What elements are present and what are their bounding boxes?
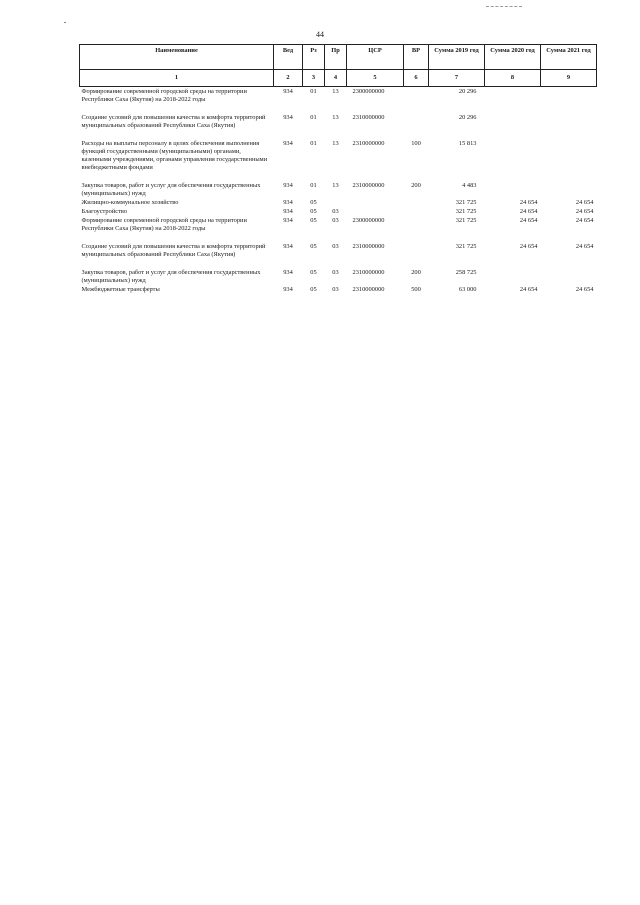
row-sum-2021	[541, 87, 597, 105]
row-csr: 2310000000	[352, 286, 385, 293]
row-sum-2020	[485, 139, 541, 172]
row-rz: 01	[310, 88, 317, 95]
row-name: Формирование современной городской среды на территории Республики Саха (Якутия) на 2018-2022 годы	[81, 88, 247, 103]
row-csr: 2310000000	[352, 269, 385, 276]
row-name: Закупка товаров, работ и услуг для обеспечения государственных (муниципальных) нужд	[81, 182, 261, 197]
scan-mark	[486, 6, 522, 7]
row-rz: 05	[310, 243, 317, 250]
row-csr: 2310000000	[352, 140, 385, 147]
table-row	[80, 285, 597, 294]
row-ved: 934	[283, 286, 293, 293]
row-sum-2020	[485, 268, 541, 285]
row-ved: 934	[283, 140, 293, 147]
row-rz: 05	[310, 286, 317, 293]
row-pr: 03	[332, 243, 339, 250]
row-csr: 2300000000	[352, 88, 385, 95]
header-name: Наименование	[80, 45, 274, 70]
column-number: 2	[274, 70, 303, 87]
row-rz: 05	[310, 217, 317, 224]
row-sum-2019: 20 296	[458, 88, 477, 95]
row-sum-2021	[541, 181, 597, 198]
column-number: 9	[541, 70, 597, 87]
row-sum-2019: 321 725	[455, 199, 477, 206]
row-pr: 13	[332, 114, 339, 121]
row-sum-2020	[485, 113, 541, 130]
header-ved: Вед	[274, 45, 303, 70]
row-sum-2020	[485, 87, 541, 105]
column-number: 4	[325, 70, 347, 87]
row-ved: 934	[283, 88, 293, 95]
row-sum-2021: 24 654	[575, 208, 594, 215]
table-row	[80, 242, 597, 259]
header-sum-2019: Сумма 2019 год	[429, 45, 485, 70]
row-csr: 2310000000	[352, 243, 385, 250]
row-sum-2019: 20 296	[458, 114, 477, 121]
row-vr	[404, 87, 429, 105]
column-number: 8	[485, 70, 541, 87]
row-csr: 2310000000	[352, 182, 385, 189]
row-sum-2019: 321 725	[455, 243, 477, 250]
table-row	[80, 207, 597, 216]
row-pr: 13	[332, 140, 339, 147]
row-csr	[347, 198, 404, 207]
row-sum-2019: 258 725	[455, 269, 477, 276]
row-pr: 03	[332, 286, 339, 293]
row-csr: 2300000000	[352, 217, 385, 224]
column-number: 7	[429, 70, 485, 87]
table-header-row	[80, 45, 597, 70]
row-vr	[404, 242, 429, 259]
row-sum-2019: 4 483	[462, 182, 477, 189]
row-vr	[404, 113, 429, 130]
row-csr	[347, 207, 404, 216]
page-number: 44	[316, 30, 324, 39]
row-rz: 01	[310, 182, 317, 189]
row-sum-2020	[485, 181, 541, 198]
table-row	[80, 216, 597, 233]
budget-table	[79, 44, 597, 294]
row-name: Создание условий для повышения качества и комфорта территорий муниципальных образований Республики Саха (Якутия)	[81, 243, 266, 258]
header-csr: ЦСР	[347, 45, 404, 70]
row-ved: 934	[283, 208, 293, 215]
table-row	[80, 139, 597, 172]
header-sum-2021: Сумма 2021 год	[541, 45, 597, 70]
row-sum-2020: 24 654	[519, 208, 538, 215]
scan-dot	[64, 22, 66, 23]
row-pr: 03	[332, 217, 339, 224]
row-sum-2021: 24 654	[575, 243, 594, 250]
header-pr: Пр	[325, 45, 347, 70]
row-sum-2020: 24 654	[519, 286, 538, 293]
row-rz: 05	[310, 208, 317, 215]
row-rz: 05	[310, 269, 317, 276]
table-row	[80, 268, 597, 285]
row-ved: 934	[283, 114, 293, 121]
row-sum-2021	[541, 139, 597, 172]
row-sum-2019: 321 725	[455, 217, 477, 224]
table-row	[80, 87, 597, 105]
table-row	[80, 198, 597, 207]
row-pr	[325, 198, 347, 207]
row-vr: 500	[411, 286, 421, 293]
row-name: Формирование современной городской среды на территории Республики Саха (Якутия) на 2018-2022 годы	[81, 217, 247, 232]
row-name: Жилищно-коммунальное хозяйство	[81, 199, 179, 206]
row-name: Благоустройство	[81, 208, 128, 215]
header-rz: Рз	[303, 45, 325, 70]
row-csr: 2310000000	[352, 114, 385, 121]
row-ved: 934	[283, 243, 293, 250]
row-vr: 200	[411, 269, 421, 276]
row-rz: 01	[310, 140, 317, 147]
row-sum-2019: 63 000	[458, 286, 477, 293]
row-sum-2020: 24 654	[519, 217, 538, 224]
column-number: 5	[347, 70, 404, 87]
row-rz: 01	[310, 114, 317, 121]
row-vr: 200	[411, 182, 421, 189]
row-sum-2021: 24 654	[575, 286, 594, 293]
table-row	[80, 181, 597, 198]
header-vr: ВР	[404, 45, 429, 70]
row-sum-2021	[541, 113, 597, 130]
row-rz: 05	[310, 199, 317, 206]
row-ved: 934	[283, 182, 293, 189]
row-pr: 03	[332, 269, 339, 276]
row-ved: 934	[283, 269, 293, 276]
column-number: 6	[404, 70, 429, 87]
row-sum-2021	[541, 268, 597, 285]
column-number: 1	[80, 70, 274, 87]
header-sum-2020: Сумма 2020 год	[485, 45, 541, 70]
column-number-row	[80, 70, 597, 87]
row-name: Создание условий для повышения качества и комфорта территорий муниципальных образований Республики Саха (Якутия)	[81, 114, 266, 129]
row-vr: 100	[411, 140, 421, 147]
row-ved: 934	[283, 217, 293, 224]
table-row	[80, 113, 597, 130]
row-pr: 13	[332, 88, 339, 95]
row-sum-2020: 24 654	[519, 199, 538, 206]
row-name: Межбюджетные трансферты	[81, 286, 160, 293]
row-sum-2021: 24 654	[575, 199, 594, 206]
row-vr	[404, 216, 429, 233]
row-sum-2019: 15 813	[458, 140, 477, 147]
column-number: 3	[303, 70, 325, 87]
row-sum-2020: 24 654	[519, 243, 538, 250]
row-sum-2021: 24 654	[575, 217, 594, 224]
row-pr: 03	[332, 208, 339, 215]
row-ved: 934	[283, 199, 293, 206]
row-pr: 13	[332, 182, 339, 189]
row-sum-2019: 321 725	[455, 208, 477, 215]
row-vr	[404, 198, 429, 207]
row-name: Закупка товаров, работ и услуг для обеспечения государственных (муниципальных) нужд	[81, 269, 261, 284]
row-name: Расходы на выплаты персоналу в целях обеспечения выполнения функций государственными (муниципальными) органами, казенными учреждениями, органами управления государственными внебюджетными фондами	[81, 140, 268, 171]
row-vr	[404, 207, 429, 216]
